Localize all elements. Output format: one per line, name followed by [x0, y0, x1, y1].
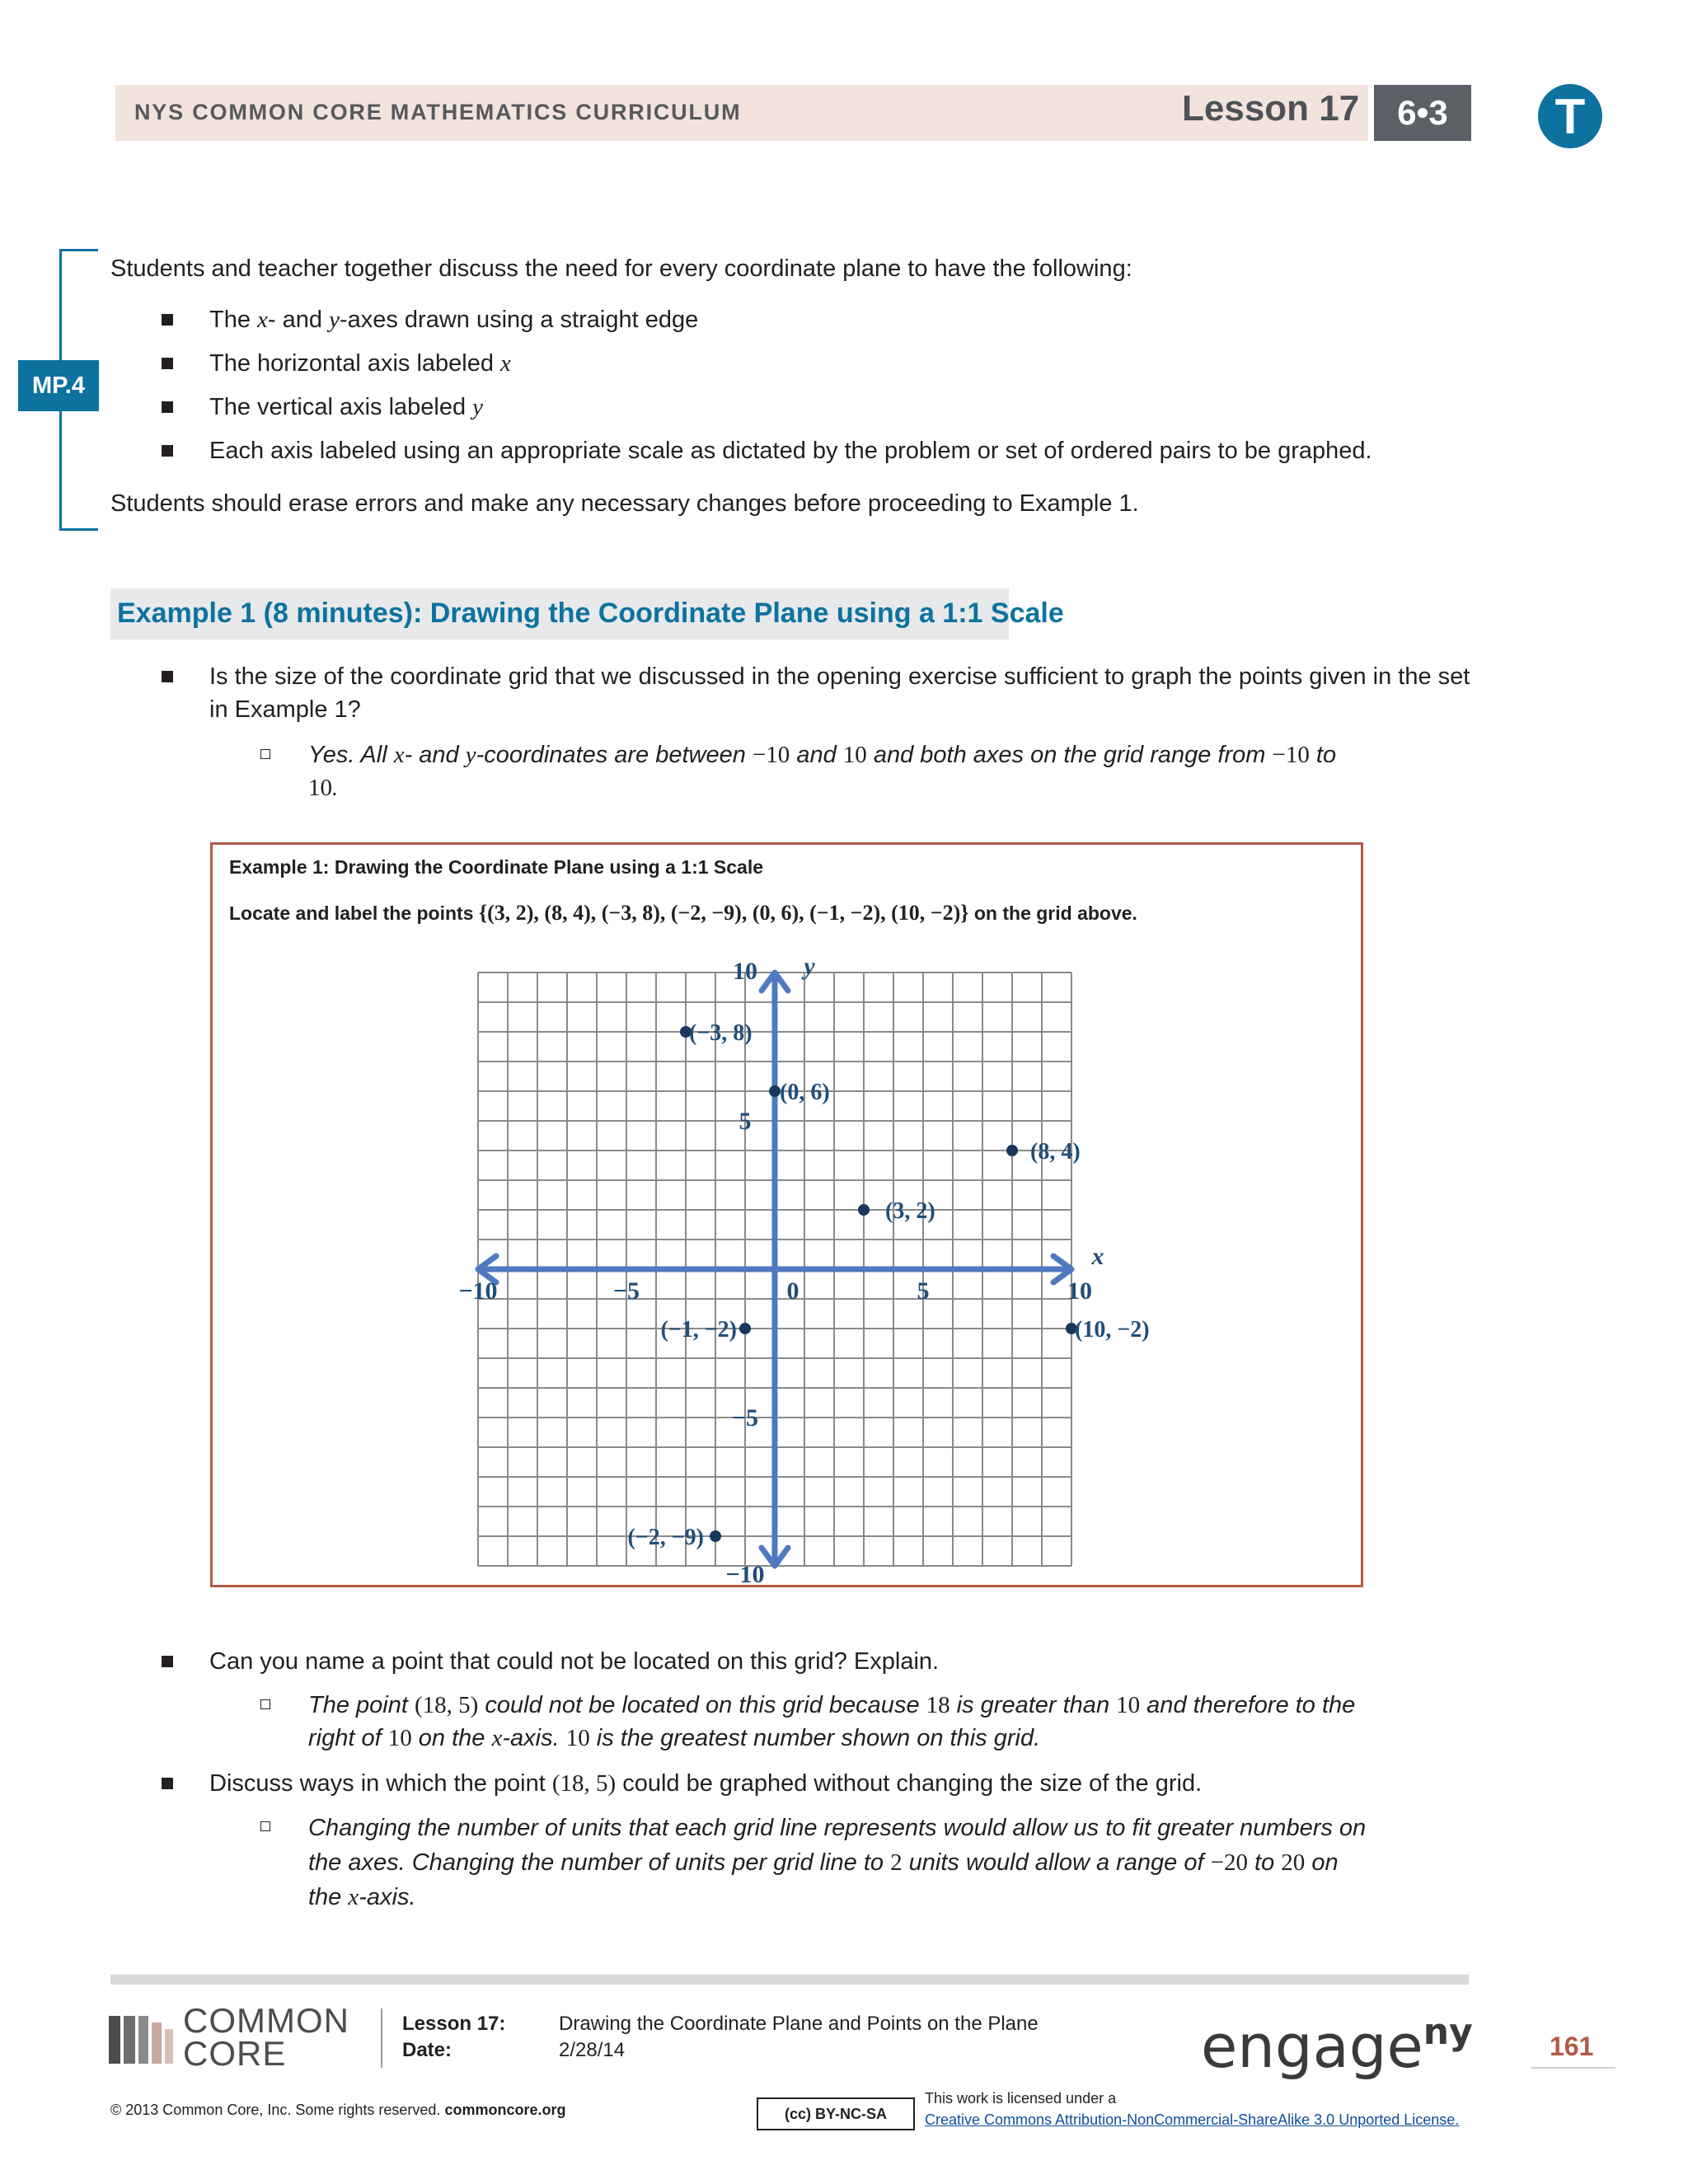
footer-lesson-label: Lesson 17:	[402, 2013, 506, 2035]
bullet-icon	[162, 358, 173, 369]
sub-bullet-icon	[260, 1821, 270, 1831]
data-point-label: (−3, 8)	[689, 1020, 753, 1046]
module-badge: 6•3	[1374, 85, 1471, 141]
engageny-logo: engage$^{ny}$	[1201, 2011, 1473, 2081]
bullet-icon	[162, 671, 173, 682]
common-core-wordmark: COMMON CORE	[183, 2001, 349, 2073]
data-point-label: (0, 6)	[780, 1080, 830, 1105]
intro-bullet-3: The vertical axis labeled y	[209, 394, 484, 420]
x-tick-label: 10	[1067, 1277, 1092, 1305]
page-number: 161	[1550, 2032, 1594, 2061]
x-axis-label: x	[1091, 1243, 1104, 1270]
curriculum-title: NYS COMMON CORE MATHEMATICS CURRICULUM	[134, 100, 742, 124]
lesson-number: Lesson 17	[1182, 88, 1360, 129]
example-box-title: Example 1: Drawing the Coordinate Plane using a 1:1 Scale	[229, 856, 764, 878]
question-1: Is the size of the coordinate grid that we discussed in the opening exercise sufficient to graph the points given in the set in Example 1?	[209, 663, 1470, 723]
bullet-icon	[162, 1656, 173, 1667]
data-point	[1006, 1145, 1018, 1156]
y-tick-label: 10	[733, 958, 757, 985]
license-link[interactable]: Creative Commons Attribution-NonCommercial-ShareAlike 3.0 Unported License.	[925, 2111, 1460, 2128]
data-point	[710, 1530, 721, 1542]
footer-rule	[110, 1975, 1469, 1985]
intro-lead: Students and teacher together discuss the need for every coordinate plane to have the following:	[110, 255, 1132, 282]
intro-bullet-2: The horizontal axis labeled x	[209, 350, 511, 377]
y-tick-label: −5	[731, 1404, 759, 1432]
sub-bullet-icon	[260, 1699, 270, 1709]
common-core-logo-icon	[109, 2011, 175, 2065]
bullet-icon	[162, 401, 173, 413]
x-tick-label: −5	[612, 1277, 640, 1305]
intro-bullet-4: Each axis labeled using an appropriate scale as dictated by the problem or set of ordered pairs to be graphed.	[209, 438, 1372, 464]
data-point	[858, 1204, 870, 1216]
answer-3: Changing the number of units that each grid line represents would allow us to fit greater numbers on the axes. Changing the number of units per grid line to 2 units would allow a range of −20 to 20 on the x-axis.	[308, 1815, 1367, 1910]
data-point-label: (−2, −9)	[627, 1525, 704, 1550]
footer-date: 2/28/14	[559, 2039, 626, 2061]
x-tick-label: 0	[786, 1277, 799, 1305]
footer-date-label: Date:	[402, 2039, 452, 2061]
footer-divider	[381, 2008, 382, 2068]
page-number-rule	[1531, 2067, 1615, 2069]
license-line-1: This work is licensed under a	[925, 2090, 1117, 2107]
answer-2: The point (18, 5) could not be located on this grid because 18 is greater than 10 and therefore to the right of 10 on the x-axis. 10 is the greatest number shown on this grid.	[308, 1692, 1356, 1751]
bullet-icon	[162, 445, 173, 457]
teacher-badge-icon: T	[1538, 84, 1602, 148]
intro-closing: Students should erase errors and make any necessary changes before proceeding to Example 1.	[110, 490, 1139, 517]
sub-bullet-icon	[260, 749, 270, 759]
data-point-label: (−1, −2)	[660, 1317, 737, 1343]
y-axis-label: y	[804, 953, 815, 980]
cc-license-badge-icon[interactable]: (cc) BY-NC-SA	[757, 2097, 915, 2130]
x-tick-label: −10	[458, 1277, 498, 1305]
copyright: © 2013 Common Core, Inc. Some rights reserved. commoncore.org	[110, 2102, 566, 2118]
data-point-label: (3, 2)	[885, 1198, 935, 1224]
footer-lesson-title: Drawing the Coordinate Plane and Points on the Plane	[559, 2013, 1039, 2035]
example-heading: Example 1 (8 minutes): Drawing the Coordinate Plane using a 1:1 Scale	[117, 598, 1064, 629]
x-tick-label: 5	[917, 1277, 930, 1305]
data-point	[769, 1085, 781, 1097]
answer-1: Yes. All x- and y-coordinates are between −10 and 10 and both axes on the grid range from −10 to 10.	[308, 742, 1337, 801]
question-2: Can you name a point that could not be located on this grid? Explain.	[209, 1648, 940, 1675]
question-3: Discuss ways in which the point (18, 5) could be graphed without changing the size of the grid.	[209, 1770, 1203, 1797]
bullet-icon	[162, 314, 173, 326]
intro-bullet-1: The x- and y-axes drawn using a straight edge	[209, 307, 699, 333]
data-point-label: (8, 4)	[1030, 1139, 1081, 1165]
data-point	[739, 1323, 751, 1334]
y-tick-label: 5	[738, 1108, 752, 1135]
bullet-icon	[162, 1778, 173, 1789]
coordinate-plane	[445, 948, 1212, 1582]
mp-tag: MP.4	[18, 360, 99, 411]
data-point-label: (10, −2)	[1075, 1317, 1150, 1343]
example-box-prompt: Locate and label the points {(3, 2), (8, 4), (−3, 8), (−2, −9), (0, 6), (−1, −2), (10, −2)} on the grid above.	[229, 901, 1137, 925]
y-tick-label: −10	[725, 1561, 765, 1582]
